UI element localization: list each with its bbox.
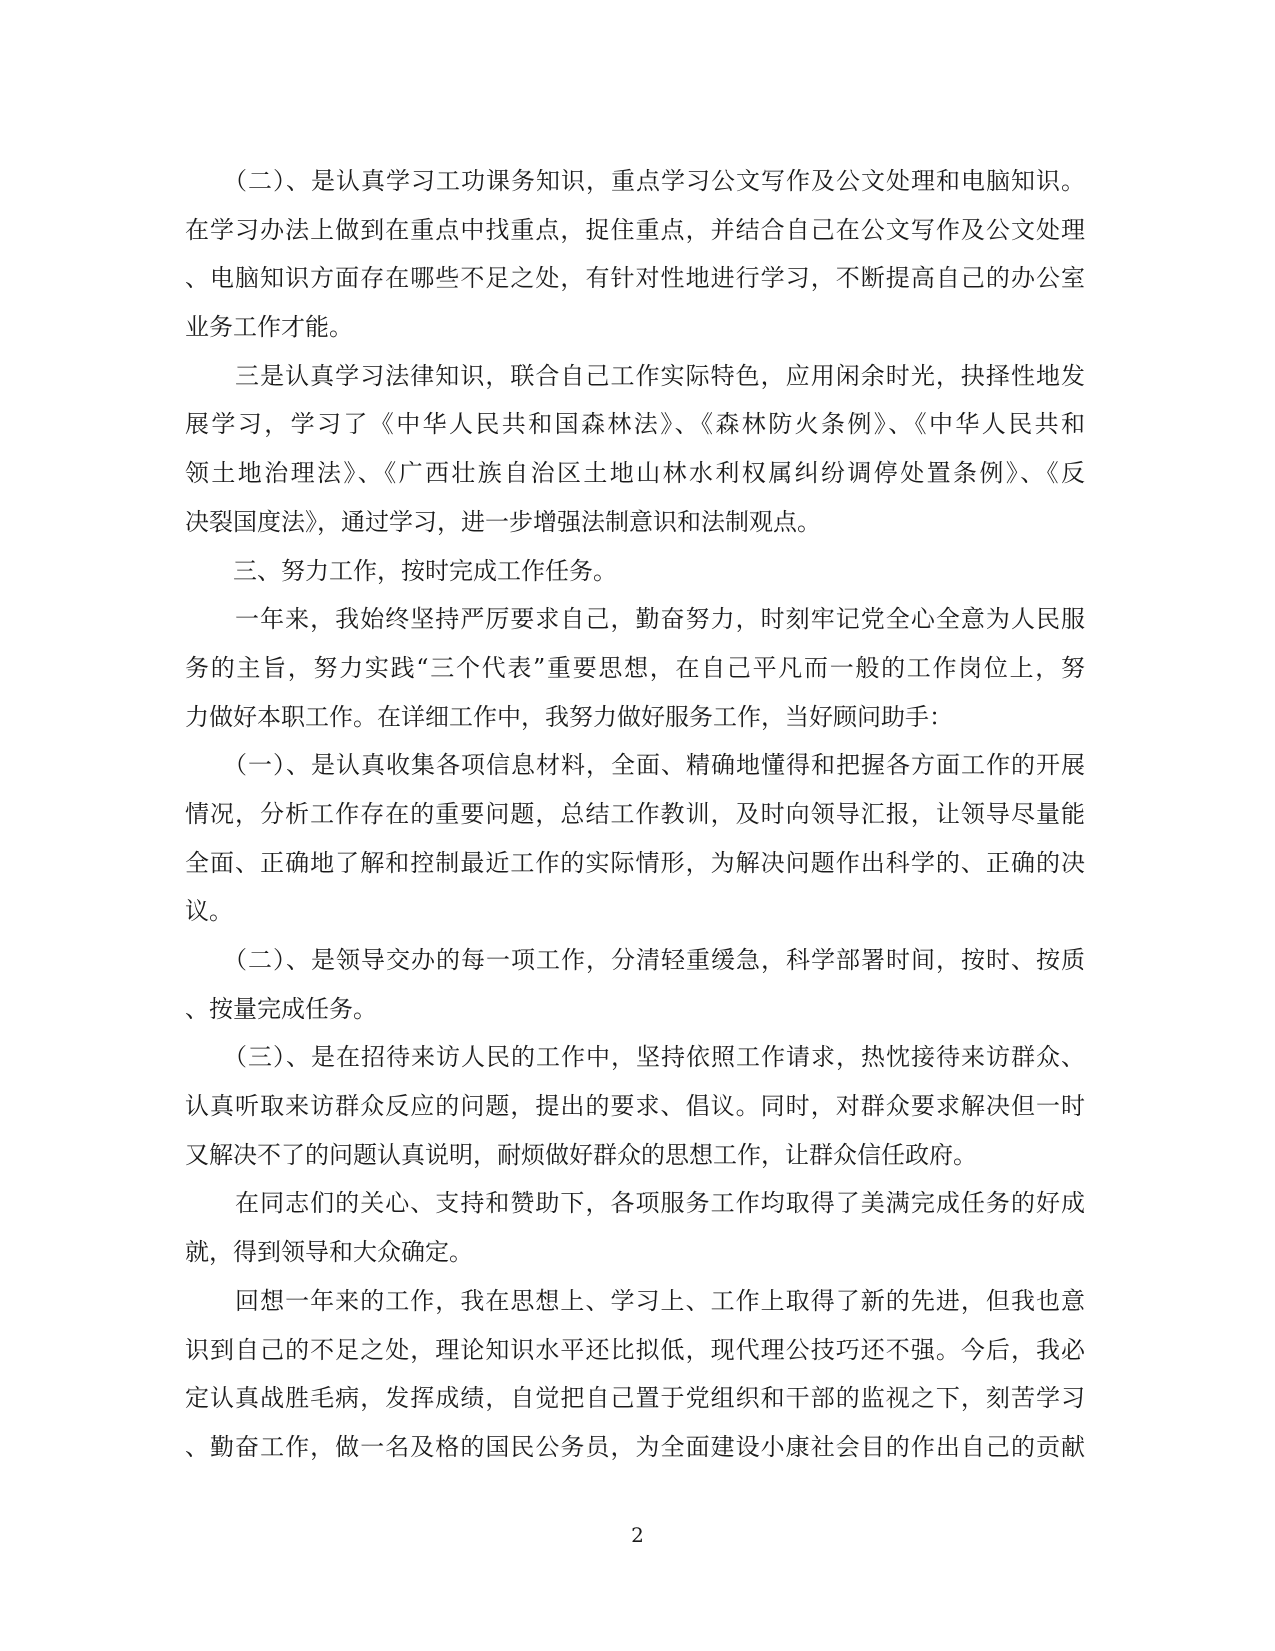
document-body bbox=[185, 157, 1085, 1472]
text-line: 三是认真学习法律知识，联合自己工作实际特色，应用闲余时光，抉择性地发 bbox=[185, 361, 1085, 390]
text-line: 就，得到领导和大众确定。 bbox=[185, 1238, 473, 1267]
text-line: 三、努力工作，按时完成工作任务。 bbox=[185, 556, 617, 585]
text-line: 力做好本职工作。在详细工作中，我努力做好服务工作，当好顾问助手： bbox=[185, 702, 953, 731]
text-line: 、按量完成任务。 bbox=[185, 994, 377, 1023]
page-number: 2 bbox=[631, 1523, 644, 1547]
text-line: 定认真战胜毛病，发挥成绩，自觉把自己置于党组织和干部的监视之下，刻苦学习 bbox=[185, 1384, 1085, 1413]
text-line: 在学习办法上做到在重点中找重点，捉住重点，并结合自己在公文写作及公文处理 bbox=[185, 215, 1085, 244]
text-line: （二）、是认真学习工功课务知识，重点学习公文写作及公文处理和电脑知识。 bbox=[185, 167, 1085, 195]
text-line: 回想一年来的工作，我在思想上、学习上、工作上取得了新的先进，但我也意 bbox=[185, 1286, 1085, 1315]
text-line: 领土地治理法》、《广西壮族自治区土地山林水利权属纠纷调停处置条例》、《反 bbox=[185, 459, 1085, 488]
text-line: 务的主旨，努力实践“三个代表”重要思想，在自己平凡而一般的工作岗位上，努 bbox=[185, 653, 1085, 682]
text-line: 议。 bbox=[185, 897, 233, 926]
text-line: 一年来，我始终坚持严厉要求自己，勤奋努力，时刻牢记党全心全意为人民服 bbox=[185, 605, 1085, 634]
text-line: 识到自己的不足之处，理论知识水平还比拟低，现代理公技巧还不强。今后，我必 bbox=[185, 1335, 1085, 1364]
text-line: 认真听取来访群众反应的问题，提出的要求、倡议。同时，对群众要求解决但一时 bbox=[185, 1092, 1085, 1121]
text-line: 、勤奋工作，做一名及格的国民公务员，为全面建设小康社会目的作出自己的贡献 bbox=[185, 1432, 1085, 1461]
text-line: 、电脑知识方面存在哪些不足之处，有针对性地进行学习，不断提高自己的办公室 bbox=[185, 264, 1085, 293]
text-line: 情况，分析工作存在的重要问题，总结工作教训，及时向领导汇报，让领导尽量能 bbox=[185, 799, 1085, 828]
text-line: 展学习，学习了《中华人民共和国森林法》、《森林防火条例》、《中华人民共和 bbox=[185, 410, 1085, 439]
text-line: 又解决不了的问题认真说明，耐烦做好群众的思想工作，让群众信任政府。 bbox=[185, 1140, 977, 1169]
text-line: （三）、是在招待来访人民的工作中，坚持依照工作请求，热忱接待来访群众、 bbox=[185, 1043, 1085, 1072]
text-line: 业务工作才能。 bbox=[185, 313, 353, 342]
text-line: （一）、是认真收集各项信息材料，全面、精确地懂得和把握各方面工作的开展 bbox=[185, 751, 1085, 780]
text-line: 在同志们的关心、支持和赞助下，各项服务工作均取得了美满完成任务的好成 bbox=[185, 1189, 1085, 1218]
text-line: 全面、正确地了解和控制最近工作的实际情形，为解决问题作出科学的、正确的决 bbox=[185, 848, 1085, 877]
text-line: 决裂国度法》，通过学习，进一步增强法制意识和法制观点。 bbox=[185, 507, 821, 536]
text-line: （二）、是领导交办的每一项工作，分清轻重缓急，科学部署时间，按时、按质 bbox=[185, 946, 1085, 974]
